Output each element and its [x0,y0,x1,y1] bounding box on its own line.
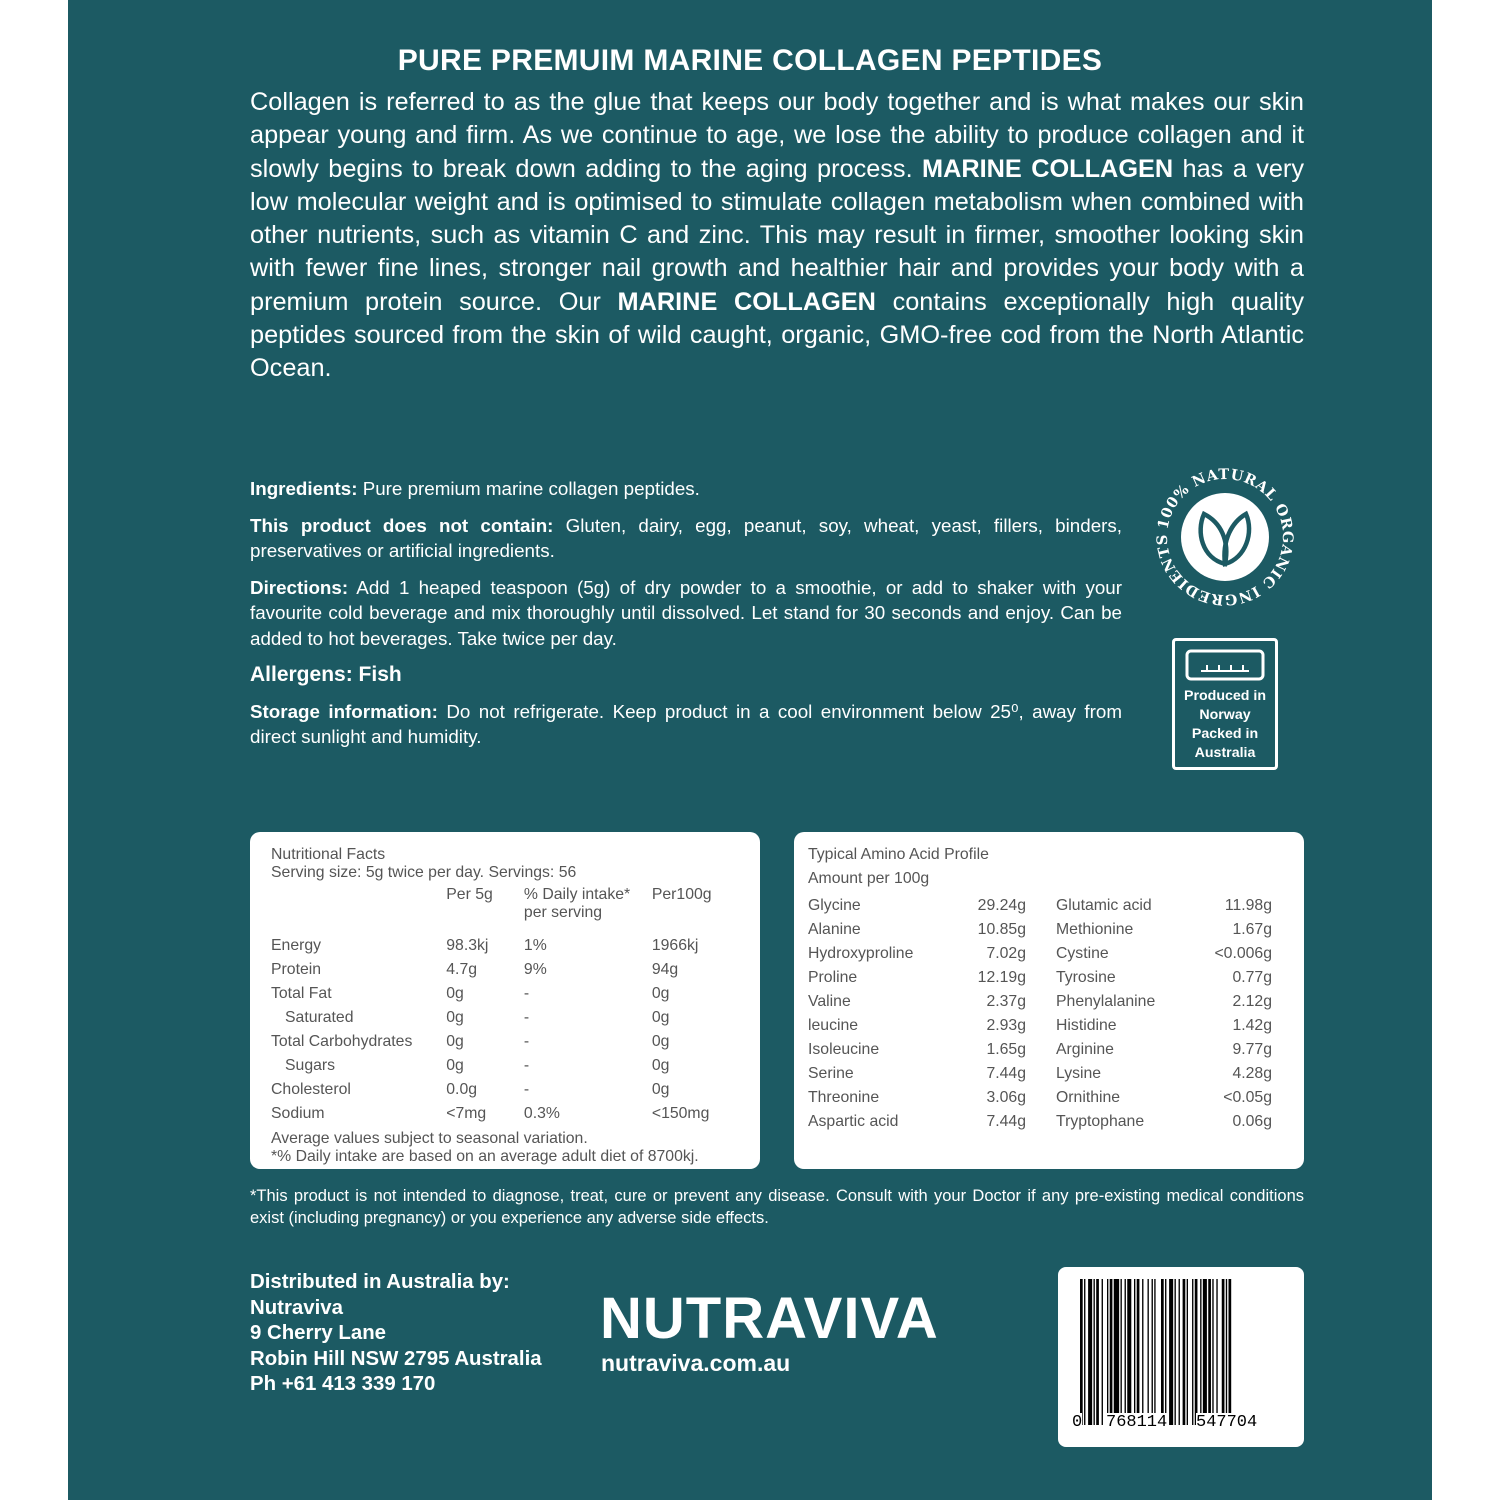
storage-line [250,699,1122,750]
nutrient-name: Energy [271,937,322,954]
nutrient-daily-intake: - [523,1057,530,1074]
ingredients-value: Pure premium marine collagen peptides. [357,478,700,499]
nutrient-per-100g: 1966kj [651,937,699,954]
barcode-bar [1121,1279,1122,1425]
table-row [808,918,1272,942]
barcode [1058,1267,1304,1447]
table-row [808,1110,1272,1134]
nutrient-per-serving: 0g [446,1033,464,1050]
barcode-bars [1080,1279,1282,1425]
barcode-left-digits: 768114 [1106,1413,1168,1432]
amino-name: Tryptophane [1056,1113,1145,1130]
barcode-bar [1179,1279,1180,1425]
table-row [808,990,1272,1014]
barcode-right-digits: 547704 [1196,1413,1258,1432]
barcode-bar [1084,1279,1085,1425]
amino-amount: <0.006g [1214,945,1272,962]
brand-url: nutraviva.com.au [601,1350,791,1376]
ingredients-label: Ingredients: [250,478,358,499]
barcode-bar [1222,1279,1225,1425]
amino-name: Proline [808,969,858,986]
allergens-line: Allergens: Fish [250,663,402,686]
label-panel [68,0,1432,1500]
nutrition-footnote: *% Daily intake are based on an average adult diet of 8700kj. [271,1148,699,1165]
nutrient-name: Sugars [285,1057,336,1074]
nutrient-per-serving: 0g [446,1057,464,1074]
amino-amount: 0.77g [1232,969,1272,986]
barcode-bar [1216,1279,1217,1425]
intro-highlight: MARINE COLLAGEN [617,287,876,316]
barcode-bar [1187,1279,1188,1425]
nutrient-daily-intake: - [523,985,530,1002]
amino-name: Phenylalanine [1056,993,1156,1010]
barcode-bar [1208,1279,1211,1425]
nutrient-name: Protein [271,961,322,978]
nutrient-per-serving: 0.0g [446,1081,478,1098]
table-row [808,1038,1272,1062]
nutrient-daily-intake: - [523,1033,530,1050]
storage-value: Do not refrigerate. Keep product in a cool environment below 25⁰, away from direct sunlight and humidity. [250,700,1122,747]
nutrient-per-serving: 98.3kj [446,937,489,954]
distributor-block [250,1270,610,1398]
nutrition-header-row [271,886,740,934]
amino-name: Glutamic acid [1056,897,1152,914]
amino-name: Lysine [1056,1065,1102,1082]
intro-paragraph [250,86,1304,386]
nutrient-daily-intake: - [523,1009,530,1026]
barcode-bar [1192,1279,1193,1425]
amino-amount: 2.12g [1232,993,1272,1010]
serving-size: Serving size: 5g twice per day. Servings: 56 [271,864,577,881]
barcode-lead-digit: 0 [1072,1413,1083,1432]
table-row [808,894,1272,918]
barcode-bar [1203,1279,1207,1425]
free-from-line [250,513,1122,564]
amino-name: Alanine [808,921,861,938]
storage-label: Storage information: [250,700,438,722]
barcode-bar [1229,1279,1232,1425]
nutrient-name: Sodium [271,1105,325,1122]
directions-value: Add 1 heaped teaspoon (5g) of dry powder to a smoothie, or add to shaker with your favourite cold beverage and mix thoroughly until dissolved. Let stand for 30 seconds and enjoy. Can be added to hot beverages. Take twice per day. [250,576,1122,649]
amino-name: Arginine [1056,1041,1114,1058]
table-row [271,958,740,982]
directions-label: Directions: [250,576,349,598]
amino-amount: <0.05g [1223,1089,1272,1106]
amino-name: Aspartic acid [808,1113,899,1130]
barcode-bar [1125,1279,1126,1425]
amino-name: Serine [808,1065,854,1082]
barcode-bar [1169,1279,1173,1425]
ruler-icon [1185,649,1265,681]
intro-text: contains exceptionally high quality peptides sourced from the skin of wild caught, organic, GMO-free cod from the North Atlantic Ocean. [250,287,1304,383]
amino-name: Methionine [1056,921,1134,938]
amino-name: Histidine [1056,1017,1117,1034]
table-row [808,942,1272,966]
nutrient-daily-intake: 1% [523,937,547,954]
barcode-bar [1154,1279,1155,1425]
barcode-bar [1080,1279,1083,1425]
table-row [271,1006,740,1030]
nutrition-header [271,886,446,934]
nutrient-daily-intake: - [523,1081,530,1098]
amino-amount: 3.06g [986,1089,1026,1106]
amino-name: Ornithine [1056,1089,1121,1106]
nutrient-per-serving: 0g [446,985,464,1002]
organic-badge [1154,466,1296,608]
origin-line: Australia [1194,745,1256,761]
nutrient-name: Total Carbohydrates [271,1033,413,1050]
badge-ring-text: 100% NATURAL ORGANIC INGREDIENTS [1154,466,1296,608]
amino-name: Glycine [808,897,861,914]
amino-amount: 12.19g [977,969,1026,986]
nutrient-name: Cholesterol [271,1081,351,1098]
amino-title: Typical Amino Acid Profile [808,846,989,863]
nutrition-header: Per 5g [446,886,493,903]
amino-name: Hydroxyproline [808,945,914,962]
amino-name: leucine [808,1017,859,1034]
barcode-bar [1148,1279,1149,1425]
nutrition-header: Per100g [651,886,712,903]
barcode-bar [1114,1279,1119,1425]
nutrition-note: Average values subject to seasonal variation. [271,1130,588,1147]
barcode-bar [1165,1279,1166,1425]
origin-line: Packed in [1191,726,1259,742]
barcode-bar [1200,1279,1201,1425]
barcode-bar [1107,1279,1108,1425]
amino-amount: 7.02g [986,945,1026,962]
nutrient-per-serving: <7mg [446,1105,487,1122]
nutrition-header: % Daily intake* per serving [523,886,631,921]
amino-name: Tyrosine [1056,969,1116,986]
brand-logo: NUTRAVIVA [600,1286,939,1351]
table-row [271,1078,740,1102]
amino-name: Valine [808,993,851,1010]
table-row [808,1086,1272,1110]
amino-name: Threonine [808,1089,880,1106]
nutrient-per-100g: 0g [651,1081,670,1098]
table-row [271,1030,740,1054]
amino-amount: 7.44g [986,1113,1026,1130]
barcode-bar [1175,1279,1176,1425]
nutrient-daily-intake: 9% [523,961,547,978]
nutrition-facts-card [250,832,760,1169]
origin-line: Norway [1199,707,1251,723]
amino-amount: 29.24g [977,897,1026,914]
barcode-bar [1226,1279,1227,1425]
disclaimer: *This product is not intended to diagnose, treat, cure or prevent any disease. Consult with your Doctor if any pre-existing medical conditions exist (including pregnancy) or you experience any adverse side effects. [250,1187,1304,1227]
product-info [250,476,1122,761]
nutrient-per-serving: 0g [446,1009,464,1026]
distributor-street: 9 Cherry Lane [250,1322,386,1345]
amino-amount: 2.37g [986,993,1026,1010]
amino-name: Isoleucine [808,1041,880,1058]
barcode-bar [1183,1279,1186,1425]
distributor-phone: Ph +61 413 339 170 [250,1373,436,1396]
nutrient-name: Total Fat [271,985,332,1002]
amino-amount: 0.06g [1232,1113,1272,1130]
free-from-value: Gluten, dairy, egg, peanut, soy, wheat, yeast, fillers, binders, preservatives or artificial ingredients. [250,514,1122,561]
nutrient-per-100g: 0g [651,1057,670,1074]
product-title: PURE PREMUIM MARINE COLLAGEN PEPTIDES [397,44,1103,77]
table-row [271,934,740,958]
nutrition-table [271,886,740,1126]
amino-amount: 1.67g [1232,921,1272,938]
barcode-bar [1110,1279,1113,1425]
amino-table [808,894,1272,1134]
nutrient-per-100g: <150mg [651,1105,710,1122]
nutrient-per-serving: 4.7g [446,961,478,978]
nutrition-title: Nutritional Facts [271,846,386,863]
barcode-bar [1134,1279,1135,1425]
table-row [271,1054,740,1078]
amino-amount: 2.93g [986,1017,1026,1034]
barcode-bar [1127,1279,1131,1425]
barcode-bar [1137,1279,1140,1425]
amino-name: Cystine [1056,945,1109,962]
origin-line: Produced in [1184,688,1266,704]
nutrient-per-100g: 0g [651,985,670,1002]
nutrient-daily-intake: 0.3% [523,1105,560,1122]
ingredients-line [250,476,1122,502]
intro-text: has a very low molecular weight and is optimised to stimulate collagen metabolism when combined with other nutrients, such as vitamin C and zinc. This may result in firmer, smoother looking skin with fewer fine lines, stronger nail growth and healthier hair and provides your body with a premium protein source. Our [250,154,1304,316]
amino-amount: 1.65g [986,1041,1026,1058]
distributor-city: Robin Hill NSW 2795 Australia [250,1347,542,1370]
table-row [808,1014,1272,1038]
badge-seal [1154,466,1296,608]
barcode-bar [1142,1279,1143,1425]
distributor-heading: Distributed in Australia by: [250,1271,510,1293]
nutrient-name: Saturated [285,1009,354,1026]
barcode-bar [1161,1279,1164,1425]
table-row [271,982,740,1006]
amino-amount: 9.77g [1232,1041,1272,1058]
barcode-bar [1102,1279,1103,1425]
barcode-bar [1212,1279,1213,1425]
amino-amount: 11.98g [1224,897,1272,914]
intro-highlight: MARINE COLLAGEN [922,154,1174,183]
amino-amount: 4.28g [1232,1065,1272,1082]
amino-acid-card [794,832,1304,1169]
intro-text: Collagen is referred to as the glue that keeps our body together and is what makes our skin appear young and firm. As we continue to age, we lose the ability to produce collagen and it slowly begins to break down adding to the aging process. [250,88,1304,183]
barcode-bar [1094,1279,1095,1425]
amino-amount: 1.42g [1232,1017,1272,1034]
nutrient-per-100g: 94g [651,961,679,978]
directions-line [250,575,1122,652]
barcode-bar [1088,1279,1092,1425]
amino-amount: 7.44g [986,1065,1026,1082]
table-row [271,1102,740,1126]
origin-box [1172,638,1278,770]
barcode-bar [1096,1279,1099,1425]
nutrient-per-100g: 0g [651,1033,670,1050]
amino-amount: 10.85g [977,921,1026,938]
table-row [808,1062,1272,1086]
barcode-bar [1195,1279,1198,1425]
distributor-name: Nutraviva [250,1296,343,1319]
free-from-label: This product does not contain: [250,514,554,536]
barcode-bar [1152,1279,1153,1425]
nutrient-per-100g: 0g [651,1009,670,1026]
table-row [808,966,1272,990]
amino-subtitle: Amount per 100g [808,870,930,887]
